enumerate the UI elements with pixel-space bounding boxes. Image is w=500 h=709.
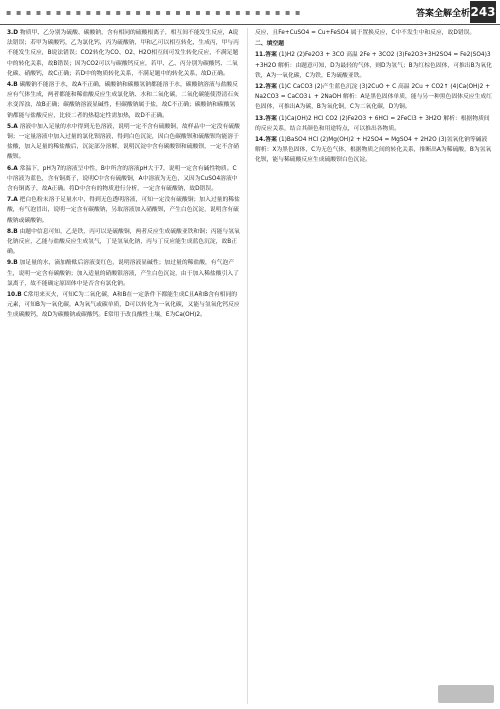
answer-number: 5.A	[7, 123, 18, 130]
intro-line: 反应，且Fe+CuSO4 = Cu+FeSO4 属于置换反应，C中不发生中和反应，故D错误。	[255, 30, 476, 36]
watermark-stamp	[438, 685, 494, 703]
answer-text: 碳酸钠不能溶于水，故A不正确，碳酸钠和碳酸氢钠都能溶于水，碳酸钠溶液与盐酸反应有气体生成，两者都能和稀盐酸反应生成氯化钠、水和二氧化碳，二氧化碳能使澄清石灰水变浑浊，故B正确；碳酸钠溶液显碱性，但碳酸钠属于盐，故C不正确；碳酸钠和碳酸氢钠都能与盐酸反应，比较二者的热稳定性需加热，故D不正确。	[7, 82, 239, 119]
answer-item	[255, 114, 493, 134]
answer-number: 11.答案	[255, 52, 277, 59]
answer-text: (1)C CaCO3 (2)产生蓝色沉淀 (3)2CuO + C 高温 2Cu + CO2↑ (4)Ca(OH)2 + Na2CO3 = CaCO3↓ + 2NaOH 解析：A是黑色固体单质，能与另一种黑色固体反应生成红色固体，可推出A为碳，B为氧化铜，C为二氧化碳，D为铜。	[255, 84, 492, 111]
answer-number: 8.B	[7, 228, 18, 235]
answer-text: (1)Ca(OH)2 HCl CO2 (2)Fe2O3 + 6HCl = 2FeCl3 + 3H2O 解析：根据物质间的反应关系，结合其颜色和用途特点，可以推出各物质。	[255, 115, 490, 132]
answer-text: 物质甲、乙分别为硫酸、碳酸钠，含有相同的硫酸根离子，相互间不能发生反应，A说法错误；若甲为碳酸钙，乙为氯化钙，丙为硫酸钠，甲和乙可以相互转化，生成丙，甲与丙不能发生反应，B说法错误；CO2转化为CO、O2、H2O相互间可发生转化反应，不满足题中的转化关系，故B错误；因为CO2可以与碳酸钙反应，若甲、乙、丙分别为碳酸钙、二氧化碳、硝酸钙，故C正确；若D中的物质转化关系，不满足题中的转化关系，故D正确。	[7, 30, 239, 77]
answer-number: 10.B	[7, 292, 22, 299]
answer-number: 4.B	[7, 82, 18, 89]
answer-text: 加足量的水，滴加酚酞后溶液变红色，说明溶液显碱性；加过量的稀盐酸，有气泡产生，说明一定含有碳酸钠；加入适量的硝酸银溶液，产生白色沉淀，由于加入稀盐酸引入了氯离子，故不能确定原固体中是否含有氯化钠。	[7, 260, 239, 287]
answer-number: 14.答案	[255, 137, 277, 144]
answer-item	[7, 195, 240, 226]
answer-item	[7, 164, 240, 195]
answer-text: (1)BaSO4 HCl (2)Mg(OH)2 + H2SO4 = MgSO4 + 2H2O (3)氢氧化钠等碱液 解析：X为黑色固体，C为无色气体，根据物质之间的转化关系，推断出A为稀硫酸，B为氢氧化钡，能与稀硫酸反应生成硫酸钡白色沉淀。	[255, 137, 492, 164]
answer-text: 把白色粉末溶于足量水中，得到无色透明溶液，可知一定没有硫酸铜；加入过量的稀盐酸，有气泡冒出，说明一定含有碳酸钠，另取溶液加入硝酸钡，产生白色沉淀，说明含有硫酸钠或碳酸钠。	[7, 197, 240, 224]
answer-text: 溶液中加入足量的水中得到无色溶液，说明一定不含有硫酸铜，故样品中一定没有硫酸铜；一定量溶液中加入过量的氯化钡溶液，得到白色沉淀，因白色碳酸钡和硫酸钡均能溶于盐酸，加入足量的稀盐酸后，沉淀部分溶解，说明沉淀中含有碳酸钡和硫酸钡，一定不含硝酸钡。	[7, 123, 240, 161]
answer-item	[7, 290, 240, 321]
answer-text: 常温下，pH为7的溶液呈中性，B中所含的溶液pH大于7，说明一定含有碱性物质。C中溶液为蓝色，含有铜离子，说明C中含有硫酸铜，A中溶液为无色，又因为CuSO4溶液中含有铜离子，故A正确。将D中含有的物质进行分析，一定含有硫酸钠，故D错误。	[7, 165, 238, 193]
page-header	[0, 0, 500, 25]
answer-number: 12.答案	[255, 84, 277, 91]
answer-text: (1)H2 (2)Fe2O3 + 3CO 高温 2Fe + 3CO2 (3)Fe2O3+3H2SO4 = Fe2(SO4)3+3H2O 解析：由题意可知，D为最轻的气体，则D为氢气；B为红棕色固体，可推出B为氧化铁，A为一氧化碳，C为铁，E为硫酸亚铁。	[255, 52, 492, 79]
header-ruler: ▪ ▪ ▪ ▪ ▪ ▪ ▪ ▪ ▪ ▪ ▪ ▪ ▪ ▪ ▪ ▪ ▪ ▪ ▪ ▪ ▪ ▪ ▪ ▪ ▪ ▪ ▪ ▪ ▪ ▪	[6, 8, 302, 17]
answer-number: 7.A	[7, 197, 18, 204]
left-column	[7, 28, 240, 706]
answer-number: 9.B	[7, 260, 18, 267]
answer-item	[255, 135, 493, 166]
answer-text: 由题中信息可知，乙是铁，丙可以是硫酸铜，两者反应生成硫酸亚铁和铜；丙能与氢氧化钠反应，乙能与盐酸反应生成氢气，丁是氢氧化钠，丙与丁反应能生成蓝色沉淀，故B正确。	[7, 228, 240, 256]
answer-item	[7, 258, 240, 289]
answer-number: 3.D	[7, 30, 19, 36]
answer-item	[255, 82, 493, 113]
right-column	[255, 28, 493, 706]
header-title: 答案全解全析	[415, 9, 470, 19]
page-number: 243	[470, 1, 496, 23]
column-divider	[247, 28, 248, 704]
answer-item	[7, 28, 240, 79]
answer-number: 6.A	[7, 165, 18, 172]
answer-item	[7, 80, 240, 121]
answer-item	[255, 50, 493, 81]
section-title: 二、填空题	[255, 41, 284, 48]
answer-item	[7, 122, 240, 163]
answer-list	[255, 50, 493, 165]
answer-number: 13.答案	[255, 115, 277, 122]
answer-text: C常用来灭火，可知C为二氧化碳，A和B在一定条件下都能生成C且A和B含有相同的元素，可知B为一氧化碳，A为氧气或碳单质，D可以转化为一氧化碳，又能与氢氧化钙反应生成碳酸钙，故D为碳酸钠或碳酸钙。E常用于改良酸性土壤，E为Ca(OH)2。	[7, 292, 240, 319]
answer-item	[7, 227, 240, 258]
